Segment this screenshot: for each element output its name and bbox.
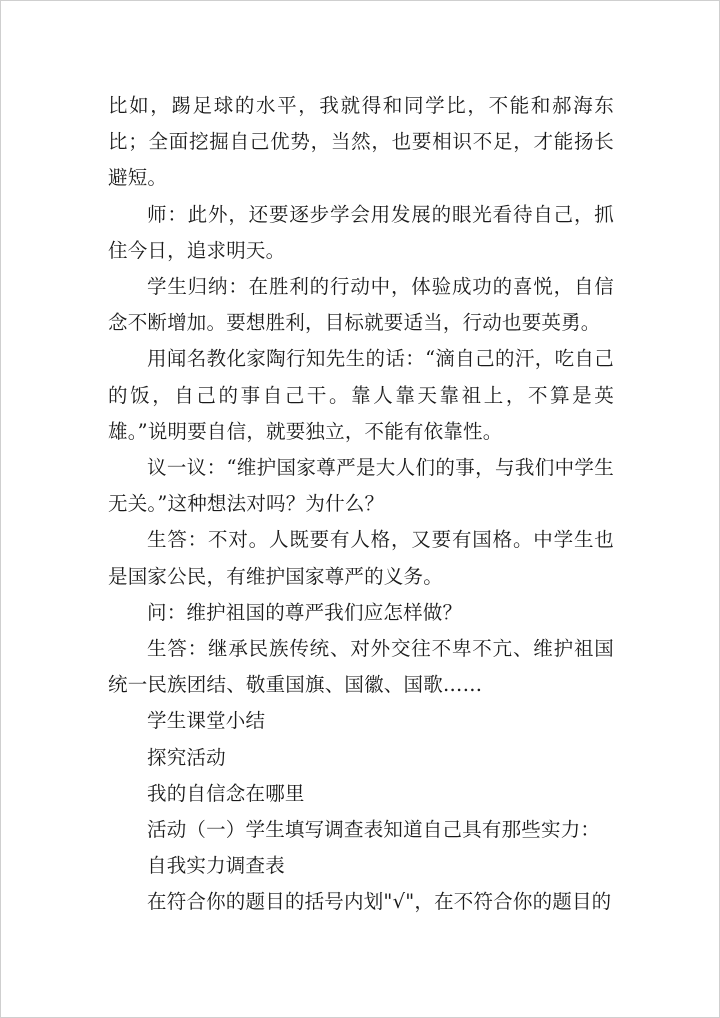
document-body [108, 88, 614, 921]
table-title: 自我实力调查表 [147, 854, 285, 878]
paragraph: 活动（一）学生填写调查表知道自己具有那些实力： [147, 818, 601, 842]
paragraph: 用闻名教化家陶行知先生的话：“滴自己的汗，吃自己的饭，自己的事自己干。靠人靠天靠祖上，不算是英雄。”说明要自信，就要独立，不能有依靠性。 [108, 347, 614, 443]
paragraph: 师：此外，还要逐步学会用发展的眼光看待自己，抓住今日，追求明天。 [108, 202, 614, 262]
paragraph: 学生归纳：在胜利的行动中，体验成功的喜悦，自信念不断增加。要想胜利，目标就要适当，行动也要英勇。 [108, 275, 614, 335]
section-heading: 学生课堂小结 [147, 709, 266, 733]
paragraph: 问：维护祖国的尊严我们应怎样做？ [147, 600, 463, 624]
paragraph: 在符合你的题目的括号内划"√"，在不符合你的题目的 [147, 890, 612, 914]
paragraph: 议一议：“维护国家尊严是大人们的事，与我们中学生无关。”这种想法对吗？为什么？ [108, 456, 614, 516]
paragraph: 比如，踢足球的水平，我就得和同学比，不能和郝海东比；全面挖掘自己优势，当然，也要相识不足，才能扬长避短。 [108, 94, 614, 190]
section-heading: 探究活动 [147, 745, 226, 769]
paragraph: 生答：不对。人既要有人格，又要有国格。中学生也是国家公民，有维护国家尊严的义务。 [108, 528, 614, 588]
section-heading: 我的自信念在哪里 [147, 781, 305, 805]
paragraph: 生答：继承民族传统、对外交往不卑不亢、维护祖国统一民族团结、敬重国旗、国徽、国歌…… [108, 637, 614, 697]
